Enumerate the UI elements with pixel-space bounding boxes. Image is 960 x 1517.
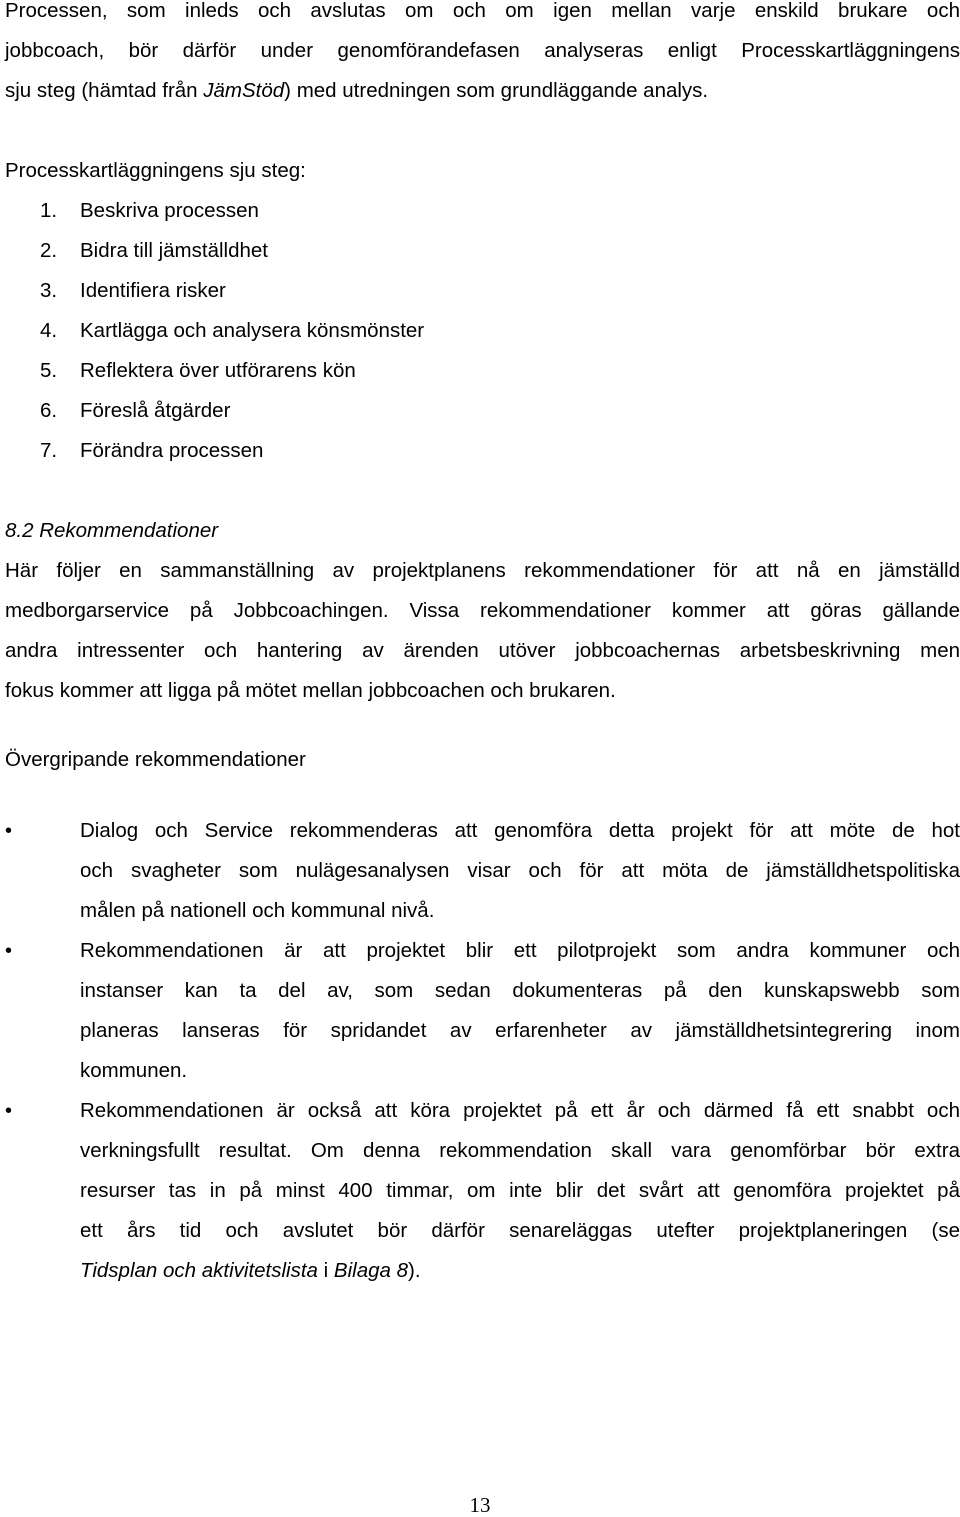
list-item xyxy=(40,239,268,263)
bullet-icon: • xyxy=(5,1100,13,1122)
intro-text: sju steg (hämtad från xyxy=(5,79,204,102)
list-label: Beskriva processen xyxy=(80,199,259,222)
intro-text: ) med utredningen som grundläggande analys. xyxy=(284,79,709,102)
bullet-line: målen på nationell och kommunal nivå. xyxy=(80,899,435,922)
list-number: 5. xyxy=(40,359,58,382)
bullet-line: Rekommendationen är också att köra projektet på ett år och därmed få ett snabbt och xyxy=(80,1099,960,1122)
intro-line-2: jobbcoach, bör därför under genomförandefasen analyseras enligt Processkartläggningens xyxy=(5,39,960,62)
list-label: Kartlägga och analysera könsmönster xyxy=(80,319,425,342)
reference-emphasis: Bilaga 8 xyxy=(333,1259,408,1282)
list-number: 6. xyxy=(40,399,58,422)
section-para-line: andra intressenter och hantering av ärenden utöver jobbcoachernas arbetsbeskrivning men xyxy=(5,639,960,662)
reference-text: i xyxy=(317,1259,334,1282)
overview-heading: Övergripande rekommendationer xyxy=(5,748,306,771)
list-label: Föreslå åtgärder xyxy=(80,399,231,422)
bullet-line xyxy=(80,1259,960,1283)
list-label: Bidra till jämställdhet xyxy=(80,239,268,262)
section-para-line: medborgarservice på Jobbcoachingen. Vissa rekommendationer kommer att göras gällande xyxy=(5,599,960,622)
bullet-line: verkningsfullt resultat. Om denna rekommendation skall vara genomförbar bör extra xyxy=(80,1139,960,1162)
steps-heading: Processkartläggningens sju steg: xyxy=(5,159,306,182)
bullet-icon: • xyxy=(5,820,13,842)
section-heading-text: 8.2 Rekommendationer xyxy=(5,519,219,542)
list-item xyxy=(40,439,263,463)
list-item xyxy=(40,399,230,423)
intro-line-3 xyxy=(5,79,960,103)
list-number: 1. xyxy=(40,199,58,222)
bullet-line: Rekommendationen är att projektet blir ett pilotprojekt som andra kommuner och xyxy=(80,939,960,962)
reference-text: ). xyxy=(408,1259,421,1282)
list-item xyxy=(40,319,424,343)
list-item xyxy=(40,359,356,383)
bullet-line: kommunen. xyxy=(80,1059,188,1082)
list-number: 7. xyxy=(40,439,58,462)
list-label: Förändra processen xyxy=(80,439,264,462)
list-label: Identifiera risker xyxy=(80,279,226,302)
section-heading xyxy=(5,519,960,543)
bullet-line: ett års tid och avslutet bör därför senareläggas utefter projektplaneringen (se xyxy=(80,1219,960,1242)
reference-emphasis: Tidsplan och aktivitetslista xyxy=(80,1259,318,1282)
bullet-line: planeras lanseras för spridandet av erfarenheter av jämställdhetsintegrering inom xyxy=(80,1019,960,1042)
bullet-line: instanser kan ta del av, som sedan dokumenteras på den kunskapswebb som xyxy=(80,979,960,1002)
bullet-line: Dialog och Service rekommenderas att genomföra detta projekt för att möte de hot xyxy=(80,819,960,842)
intro-line-1: Processen, som inleds och avslutas om och om igen mellan varje enskild brukare och xyxy=(5,0,960,22)
list-number: 3. xyxy=(40,279,58,302)
section-para-line: fokus kommer att ligga på mötet mellan jobbcoachen och brukaren. xyxy=(5,679,616,702)
page-number: 13 xyxy=(469,1493,491,1517)
section-para-line: Här följer en sammanställning av projektplanens rekommendationer för att nå en jämställd xyxy=(5,559,960,582)
bullet-icon: • xyxy=(5,940,13,962)
bullet-line: och svagheter som nulägesanalysen visar och för att möta de jämställdhetspolitiska xyxy=(80,859,960,882)
bullet-line: resurser tas in på minst 400 timmar, om inte blir det svårt att genomföra projektet på xyxy=(80,1179,960,1202)
list-label: Reflektera över utförarens kön xyxy=(80,359,356,382)
intro-emphasis: JämStöd xyxy=(203,79,285,102)
list-number: 4. xyxy=(40,319,58,342)
list-item xyxy=(40,279,226,303)
list-item xyxy=(40,199,259,223)
list-number: 2. xyxy=(40,239,58,262)
